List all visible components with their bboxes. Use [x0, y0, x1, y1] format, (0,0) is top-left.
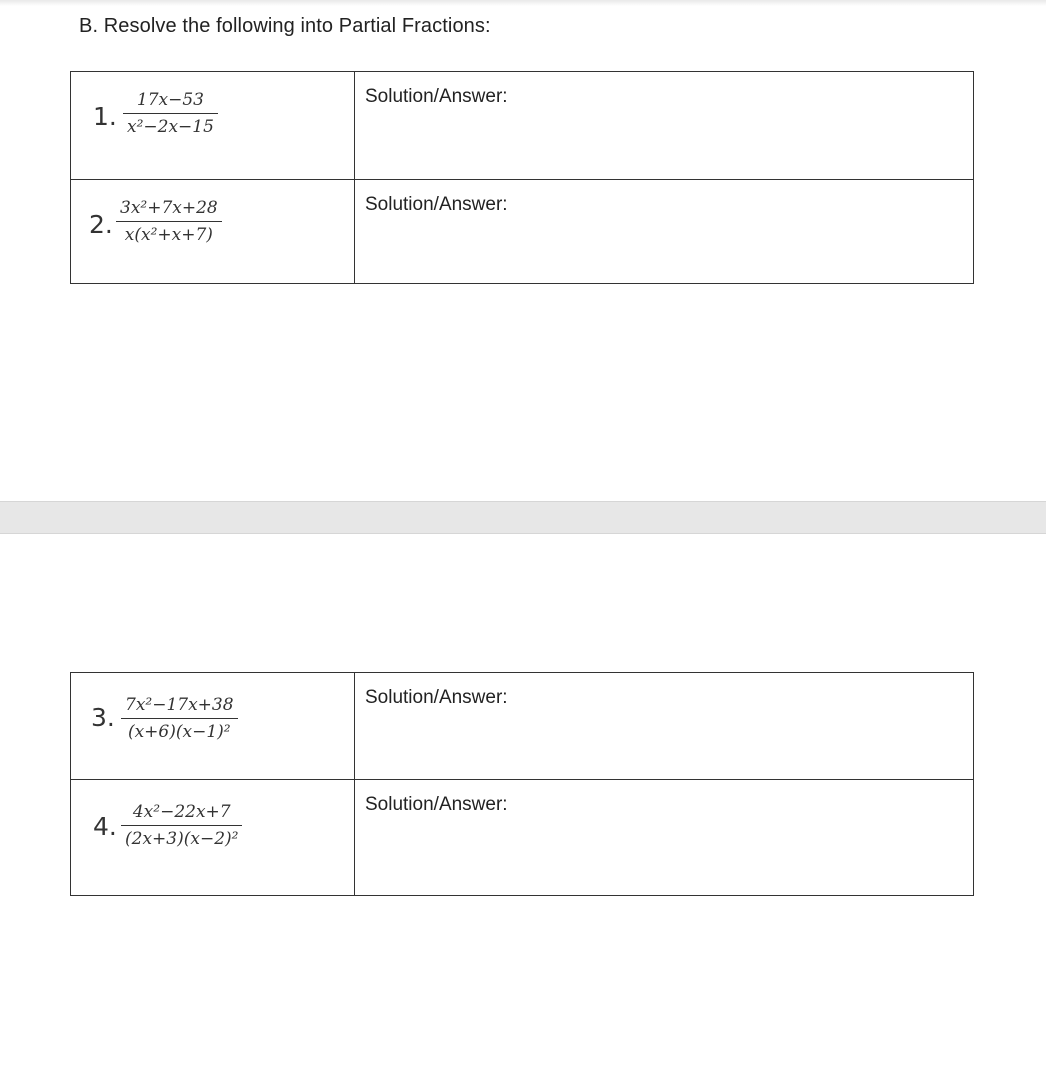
answer-label: Solution/Answer: [365, 794, 508, 815]
page-break [0, 501, 1046, 534]
question-number: 4. [93, 812, 117, 841]
section-heading: B. Resolve the following into Partial Fractions: [79, 15, 491, 37]
answer-label: Solution/Answer: [365, 86, 508, 107]
question-fraction [123, 90, 218, 137]
question-row [71, 72, 974, 180]
answer-label: Solution/Answer: [365, 194, 508, 215]
question-table-1 [70, 71, 974, 284]
answer-cell-4[interactable] [355, 780, 974, 896]
question-cell-1 [71, 72, 355, 180]
answer-cell-2[interactable] [355, 180, 974, 284]
page-top-shadow [0, 0, 1046, 6]
question-number: 3. [91, 703, 115, 732]
fraction-denominator: (x+6)(x−1)² [127, 722, 231, 742]
answer-cell-3[interactable] [355, 673, 974, 780]
question-number: 1. [93, 102, 117, 131]
question-fraction [116, 198, 222, 245]
answer-label: Solution/Answer: [365, 687, 508, 708]
fraction-numerator: 7x²−17x+38 [121, 695, 238, 719]
answer-cell-1[interactable] [355, 72, 974, 180]
fraction-numerator: 4x²−22x+7 [121, 802, 242, 826]
question-row [71, 673, 974, 780]
question-cell-2 [71, 180, 355, 284]
question-row [71, 180, 974, 284]
fraction-numerator: 17x−53 [123, 90, 218, 114]
fraction-denominator: (2x+3)(x−2)² [125, 829, 239, 849]
question-cell-3 [71, 673, 355, 780]
question-table-2 [70, 672, 974, 896]
question-cell-4 [71, 780, 355, 896]
question-fraction [121, 802, 242, 849]
question-row [71, 780, 974, 896]
fraction-denominator: x²−2x−15 [127, 117, 214, 137]
fraction-numerator: 3x²+7x+28 [116, 198, 222, 222]
fraction-denominator: x(x²+x+7) [124, 225, 213, 245]
question-number: 2. [89, 210, 113, 239]
question-fraction [121, 695, 238, 742]
